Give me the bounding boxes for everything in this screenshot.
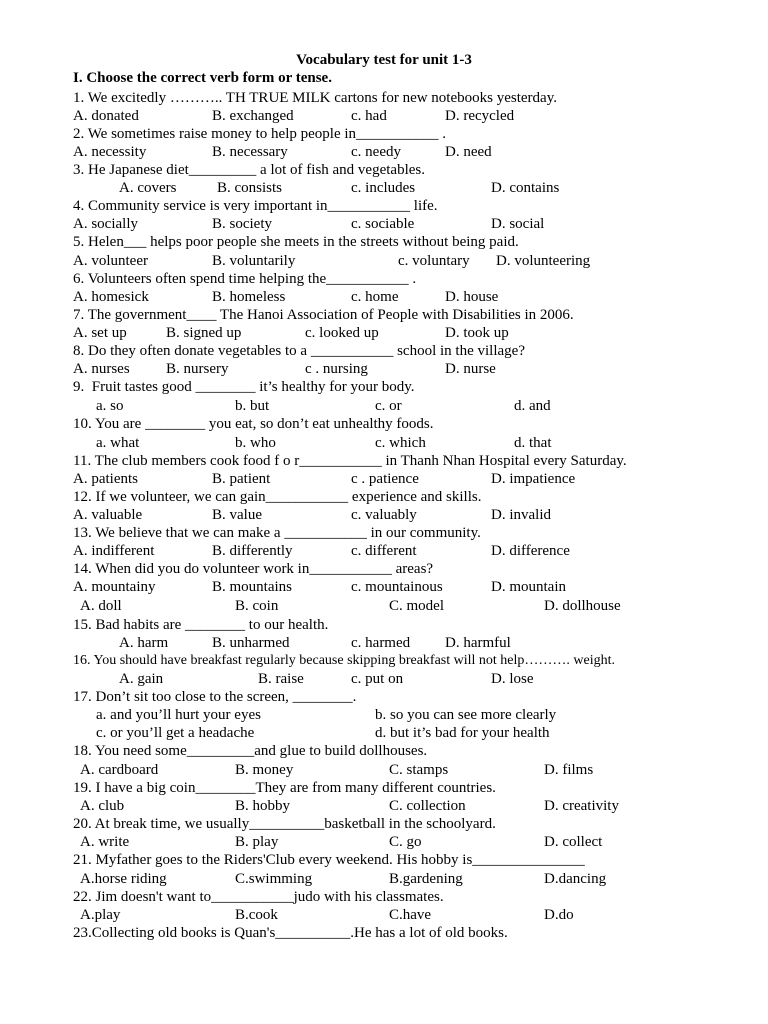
question-5: 5. Helen___ helps poor people she meets in the streets without being paid. <box>73 234 519 250</box>
option: B. consists <box>217 180 283 196</box>
option: A. harm <box>119 635 169 651</box>
question-10: 10. You are ________ you eat, so don’t eat unhealthy foods. <box>73 416 434 432</box>
question-19: 19. I have a big coin________They are from many different countries. <box>73 780 496 796</box>
option: a. and you’ll hurt your eyes <box>96 707 261 723</box>
option: C. model <box>389 598 444 614</box>
option: D. films <box>544 762 594 778</box>
option: C. stamps <box>389 762 449 778</box>
option: A. mountainy <box>73 579 156 595</box>
option: D.do <box>544 907 574 923</box>
section-heading: I. Choose the correct verb form or tense. <box>73 70 332 86</box>
option: c. includes <box>351 180 416 196</box>
option: b. who <box>235 435 276 451</box>
option: D. harmful <box>445 635 511 651</box>
option: A. necessity <box>73 144 147 160</box>
option: A. valuable <box>73 507 143 523</box>
question-16: 16. You should have breakfast regularly because skipping breakfast will not help………. weight. <box>73 653 616 668</box>
option: A. set up <box>73 325 127 341</box>
question-15: 15. Bad habits are ________ to our health. <box>73 617 329 633</box>
option: D. mountain <box>491 579 566 595</box>
option: B. coin <box>235 598 279 614</box>
option: c. sociable <box>351 216 415 232</box>
option: d. that <box>514 435 552 451</box>
option: D. impatience <box>491 471 576 487</box>
option: A. cardboard <box>80 762 159 778</box>
option: C. go <box>389 834 422 850</box>
option: C.have <box>389 907 432 923</box>
option: c. harmed <box>351 635 411 651</box>
option: c. home <box>351 289 399 305</box>
question-6: 6. Volunteers often spend time helping the___________ . <box>73 271 417 287</box>
option: b. but <box>235 398 270 414</box>
option: B. nursery <box>166 361 229 377</box>
option: A. nurses <box>73 361 130 377</box>
option: c. voluntary <box>398 253 470 269</box>
option: C. collection <box>389 798 466 814</box>
question-23: 23.Collecting old books is Quan's__________.He has a lot of old books. <box>73 925 508 941</box>
question-8: 8. Do they often donate vegetables to a ___________ school in the village? <box>73 343 525 359</box>
question-7: 7. The government____ The Hanoi Association of People with Disabilities in 2006. <box>73 307 574 323</box>
option: D. difference <box>491 543 570 559</box>
option: D. lose <box>491 671 534 687</box>
option: B. voluntarily <box>212 253 296 269</box>
option: c. mountainous <box>351 579 443 595</box>
option: A. socially <box>73 216 138 232</box>
option: B.cook <box>235 907 278 923</box>
option: A. donated <box>73 108 139 124</box>
question-21: 21. Myfather goes to the Riders'Club every weekend. His hobby is_______________ <box>73 852 585 868</box>
option: a. so <box>96 398 124 414</box>
option: C.swimming <box>235 871 313 887</box>
option: c. valuably <box>351 507 417 523</box>
option: D. social <box>491 216 545 232</box>
option: B. value <box>212 507 262 523</box>
option: A. covers <box>119 180 177 196</box>
question-22: 22. Jim doesn't want to___________judo with his classmates. <box>73 889 444 905</box>
option: B. mountains <box>212 579 293 595</box>
option: a. what <box>96 435 140 451</box>
option: B. necessary <box>212 144 288 160</box>
option: d. but it’s bad for your health <box>375 725 550 741</box>
question-14: 14. When did you do volunteer work in___________ areas? <box>73 561 434 577</box>
option: D. recycled <box>445 108 515 124</box>
question-17: 17. Don’t sit too close to the screen, ________. <box>73 689 357 705</box>
option: B. homeless <box>212 289 286 305</box>
option: D. nurse <box>445 361 496 377</box>
option: B. play <box>235 834 279 850</box>
option: B. signed up <box>166 325 242 341</box>
option: c. had <box>351 108 387 124</box>
option: D. volunteering <box>496 253 591 269</box>
option: c. looked up <box>305 325 379 341</box>
option: A. club <box>80 798 125 814</box>
question-20: 20. At break time, we usually__________basketball in the schoolyard. <box>73 816 496 832</box>
option: D. creativity <box>544 798 619 814</box>
option: B. patient <box>212 471 271 487</box>
option: A. write <box>80 834 130 850</box>
option: A. indifferent <box>73 543 155 559</box>
question-2: 2. We sometimes raise money to help people in___________ . <box>73 126 447 142</box>
question-3: 3. He Japanese diet_________ a lot of fish and vegetables. <box>73 162 425 178</box>
option: B. money <box>235 762 294 778</box>
option: B. differently <box>212 543 293 559</box>
option: d. and <box>514 398 551 414</box>
option: c. different <box>351 543 417 559</box>
option: D. took up <box>445 325 509 341</box>
option: A.horse riding <box>80 871 167 887</box>
question-11: 11. The club members cook food f o r___________ in Thanh Nhan Hospital every Saturday. <box>73 453 627 469</box>
page-title: Vocabulary test for unit 1-3 <box>296 52 472 68</box>
question-1: 1. We excitedly ……….. TH TRUE MILK cartons for new notebooks yesterday. <box>73 90 557 106</box>
option: c. or you’ll get a headache <box>96 725 255 741</box>
option: b. so you can see more clearly <box>375 707 557 723</box>
option: A. doll <box>80 598 122 614</box>
question-13: 13. We believe that we can make a ___________ in our community. <box>73 525 481 541</box>
question-9: 9. Fruit tastes good ________ it’s healthy for your body. <box>73 379 415 395</box>
option: A. homesick <box>73 289 149 305</box>
option: D. dollhouse <box>544 598 621 614</box>
question-18: 18. You need some_________and glue to build dollhouses. <box>73 743 428 759</box>
option: B. society <box>212 216 272 232</box>
option: B. unharmed <box>212 635 290 651</box>
option: B. exchanged <box>212 108 294 124</box>
option: A.play <box>80 907 121 923</box>
option: D. invalid <box>491 507 551 523</box>
question-4: 4. Community service is very important in___________ life. <box>73 198 438 214</box>
option: c . nursing <box>305 361 368 377</box>
option: D.dancing <box>544 871 607 887</box>
option: c. or <box>375 398 402 414</box>
option: B. raise <box>258 671 304 687</box>
option: D. house <box>445 289 499 305</box>
option: D. collect <box>544 834 603 850</box>
option: c . patience <box>351 471 419 487</box>
question-12: 12. If we volunteer, we can gain___________ experience and skills. <box>73 489 482 505</box>
option: A. patients <box>73 471 138 487</box>
option: A. volunteer <box>73 253 148 269</box>
option: c. which <box>375 435 426 451</box>
option: A. gain <box>119 671 164 687</box>
option: B.gardening <box>389 871 463 887</box>
option: c. put on <box>351 671 404 687</box>
option: D. contains <box>491 180 560 196</box>
option: B. hobby <box>235 798 291 814</box>
option: c. needy <box>351 144 401 160</box>
option: D. need <box>445 144 492 160</box>
